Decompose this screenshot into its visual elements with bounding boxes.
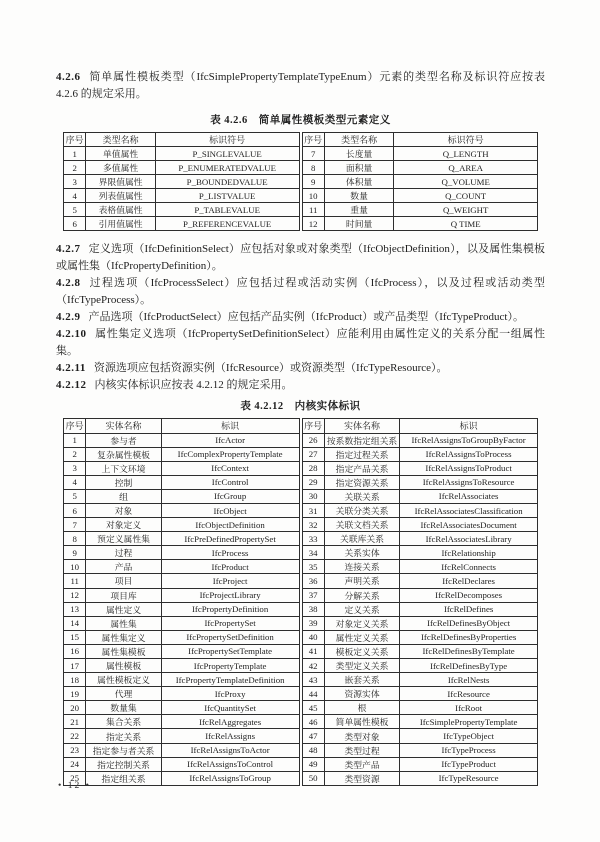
seq-cell: 6	[64, 217, 86, 231]
name-cell: 类型产品	[324, 757, 399, 771]
seq-cell: 12	[64, 588, 86, 602]
section-number: 4.2.7	[56, 243, 81, 255]
id-cell: IfcObject	[161, 503, 299, 517]
table-row	[64, 574, 300, 588]
id-cell: IfcContext	[161, 461, 299, 475]
name-cell: 预定义属性集	[86, 532, 161, 546]
id-cell: P_BOUNDEDVALUE	[155, 175, 299, 189]
name-cell: 类型对象	[324, 729, 399, 743]
seq-cell: 47	[302, 729, 324, 743]
name-cell: 属性模板	[86, 659, 161, 673]
sections-block	[56, 241, 545, 394]
seq-cell: 29	[302, 475, 324, 489]
seq-cell: 30	[302, 489, 324, 503]
name-cell: 指定控制关系	[86, 757, 161, 771]
id-cell: IfcRelAssociatesDocument	[400, 518, 538, 532]
name-cell: 指定关系	[86, 729, 161, 743]
name-cell: 指定资源关系	[324, 475, 399, 489]
section-number: 4.2.10	[56, 328, 87, 340]
seq-cell: 17	[64, 659, 86, 673]
col-header-name: 实体名称	[324, 419, 399, 434]
table-header-row	[64, 133, 300, 147]
seq-cell: 37	[302, 588, 324, 602]
id-cell: P_LISTVALUE	[155, 189, 299, 203]
page-number: • 12 •	[58, 781, 91, 791]
id-cell: IfcRoot	[400, 701, 538, 715]
name-cell: 控制	[86, 475, 161, 489]
name-cell: 简单属性模板	[324, 715, 399, 729]
seq-cell: 9	[64, 546, 86, 560]
name-cell: 声明关系	[324, 574, 399, 588]
section-number: 4.2.11	[56, 362, 86, 374]
section-4-2-10	[56, 326, 545, 360]
table-row	[302, 518, 538, 532]
table-header-row	[302, 133, 538, 147]
table-row	[64, 687, 300, 701]
name-cell: 过程	[86, 546, 161, 560]
seq-cell: 48	[302, 743, 324, 757]
name-cell: 单值属性	[86, 147, 155, 161]
seq-cell: 31	[302, 503, 324, 517]
id-cell: IfcQuantitySet	[161, 701, 299, 715]
id-cell: P_TABLEVALUE	[155, 203, 299, 217]
name-cell: 产品	[86, 560, 161, 574]
table-4-2-6-left-half	[63, 132, 300, 231]
id-cell: IfcRelDecomposes	[400, 588, 538, 602]
table-row	[302, 771, 538, 785]
seq-cell: 2	[64, 161, 86, 175]
name-cell: 集合关系	[86, 715, 161, 729]
id-cell: IfcTypeProcess	[400, 743, 538, 757]
col-header-id: 标识符号	[394, 133, 538, 147]
section-4-2-8	[56, 275, 545, 309]
table-row	[64, 659, 300, 673]
section-text: 定义选项（IfcDefinitionSelect）应包括对象或对象类型（IfcObjectDefinition），以及属性集模板或属性集（IfcPropertyDefinition）。	[56, 243, 545, 272]
table-row	[64, 673, 300, 687]
id-cell: IfcRelAssociates	[400, 489, 538, 503]
name-cell: 属性定义	[86, 602, 161, 616]
seq-cell: 21	[64, 715, 86, 729]
table-row	[64, 518, 300, 532]
seq-cell: 7	[64, 518, 86, 532]
section-text: 内核实体标识应按表 4.2.12 的规定采用。	[94, 379, 293, 391]
table-row	[64, 161, 300, 175]
name-cell: 项目	[86, 574, 161, 588]
table-row	[302, 588, 538, 602]
id-cell: IfcRelDeclares	[400, 574, 538, 588]
name-cell: 数量集	[86, 701, 161, 715]
id-cell: IfcRelAssignsToActor	[161, 743, 299, 757]
name-cell: 列表值属性	[86, 189, 155, 203]
seq-cell: 39	[302, 616, 324, 630]
id-cell: IfcRelAggregates	[161, 715, 299, 729]
name-cell: 组	[86, 489, 161, 503]
name-cell: 类型资源	[324, 771, 399, 785]
id-cell: IfcSimplePropertyTemplate	[400, 715, 538, 729]
name-cell: 嵌套关系	[324, 673, 399, 687]
col-header-seq: 序号	[302, 419, 324, 434]
id-cell: IfcObjectDefinition	[161, 518, 299, 532]
name-cell: 复杂属性模板	[86, 447, 161, 461]
name-cell: 连接关系	[324, 560, 399, 574]
table-header-row	[64, 419, 300, 434]
id-cell: IfcRelDefinesByProperties	[400, 630, 538, 644]
name-cell: 面积量	[324, 161, 393, 175]
name-cell: 模板定义关系	[324, 644, 399, 658]
id-cell: Q_AREA	[394, 161, 538, 175]
id-cell: IfcRelAssociatesLibrary	[400, 532, 538, 546]
section-text: 简单属性模板类型（IfcSimplePropertyTemplateTypeEnum）元素的类型名称及标识符应按表 4.2.6 的规定采用。	[56, 71, 545, 100]
table-4-2-12	[63, 418, 538, 786]
id-cell: IfcProject	[161, 574, 299, 588]
name-cell: 对象定义关系	[324, 616, 399, 630]
name-cell: 引用值属性	[86, 217, 155, 231]
name-cell: 指定过程关系	[324, 447, 399, 461]
seq-cell: 34	[302, 546, 324, 560]
id-cell: IfcRelAssignsToResource	[400, 475, 538, 489]
seq-cell: 16	[64, 644, 86, 658]
table-header-row	[302, 419, 538, 434]
name-cell: 上下文环境	[86, 461, 161, 475]
id-cell: IfcActor	[161, 433, 299, 447]
name-cell: 属性集	[86, 616, 161, 630]
seq-cell: 49	[302, 757, 324, 771]
id-cell: IfcPropertySetTemplate	[161, 644, 299, 658]
id-cell: IfcRelAssignsToGroup	[161, 771, 299, 785]
seq-cell: 26	[302, 433, 324, 447]
seq-cell: 28	[302, 461, 324, 475]
table-row	[302, 203, 538, 217]
table-row	[302, 701, 538, 715]
table-row	[64, 532, 300, 546]
id-cell: Q_COUNT	[394, 189, 538, 203]
seq-cell: 5	[64, 489, 86, 503]
col-header-seq: 序号	[64, 419, 86, 434]
seq-cell: 19	[64, 687, 86, 701]
id-cell: Q TIME	[394, 217, 538, 231]
name-cell: 属性定义关系	[324, 630, 399, 644]
seq-cell: 14	[64, 616, 86, 630]
name-cell: 体积量	[324, 175, 393, 189]
table-row	[302, 659, 538, 673]
seq-cell: 24	[64, 757, 86, 771]
id-cell: IfcComplexPropertyTemplate	[161, 447, 299, 461]
seq-cell: 46	[302, 715, 324, 729]
col-header-seq: 序号	[302, 133, 324, 147]
seq-cell: 32	[302, 518, 324, 532]
table-row	[302, 475, 538, 489]
section-4-2-12	[56, 377, 545, 394]
seq-cell: 45	[302, 701, 324, 715]
seq-cell: 43	[302, 673, 324, 687]
seq-cell: 18	[64, 673, 86, 687]
name-cell: 对象定义	[86, 518, 161, 532]
seq-cell: 10	[64, 560, 86, 574]
name-cell: 指定参与者关系	[86, 743, 161, 757]
seq-cell: 8	[64, 532, 86, 546]
id-cell: IfcRelDefinesByTemplate	[400, 644, 538, 658]
seq-cell: 25	[64, 771, 86, 785]
table-row	[302, 687, 538, 701]
name-cell: 界限值属性	[86, 175, 155, 189]
table-row	[64, 475, 300, 489]
table-row	[64, 757, 300, 771]
seq-cell: 1	[64, 147, 86, 161]
id-cell: IfcRelConnects	[400, 560, 538, 574]
id-cell: IfcRelAssociatesClassification	[400, 503, 538, 517]
table-row	[302, 560, 538, 574]
name-cell: 项目库	[86, 588, 161, 602]
seq-cell: 15	[64, 630, 86, 644]
section-text: 过程选项（IfcProcessSelect）应包括过程或活动实例（IfcProcess），以及过程或活动类型（IfcTypeProcess）。	[56, 277, 545, 306]
table-row	[64, 217, 300, 231]
table-row	[302, 189, 538, 203]
id-cell: P_REFERENCEVALUE	[155, 217, 299, 231]
seq-cell: 44	[302, 687, 324, 701]
name-cell: 重量	[324, 203, 393, 217]
table-row	[302, 461, 538, 475]
table-row	[64, 644, 300, 658]
seq-cell: 50	[302, 771, 324, 785]
id-cell: IfcRelAssignsToProcess	[400, 447, 538, 461]
table-4-2-12-title: 表 4.2.12 内核实体标识	[240, 401, 361, 412]
seq-cell: 41	[302, 644, 324, 658]
table-row	[302, 217, 538, 231]
seq-cell: 4	[64, 189, 86, 203]
table-row	[64, 546, 300, 560]
section-number: 4.2.8	[56, 277, 81, 289]
name-cell: 关联库关系	[324, 532, 399, 546]
col-header-id: 标识符号	[155, 133, 299, 147]
table-row	[302, 546, 538, 560]
id-cell: IfcRelDefinesByType	[400, 659, 538, 673]
table-row	[64, 743, 300, 757]
table-row	[64, 447, 300, 461]
table-row	[302, 175, 538, 189]
name-cell: 类型定义关系	[324, 659, 399, 673]
seq-cell: 1	[64, 433, 86, 447]
table-row	[64, 715, 300, 729]
col-header-name: 实体名称	[86, 419, 161, 434]
seq-cell: 9	[302, 175, 324, 189]
name-cell: 参与者	[86, 433, 161, 447]
id-cell: IfcRelAssignsToProduct	[400, 461, 538, 475]
id-cell: IfcResource	[400, 687, 538, 701]
table-row	[64, 461, 300, 475]
seq-cell: 35	[302, 560, 324, 574]
table-row	[302, 729, 538, 743]
id-cell: IfcProjectLibrary	[161, 588, 299, 602]
col-header-name: 类型名称	[324, 133, 393, 147]
id-cell: IfcGroup	[161, 489, 299, 503]
seq-cell: 8	[302, 161, 324, 175]
table-row	[302, 532, 538, 546]
id-cell: IfcProduct	[161, 560, 299, 574]
col-header-id: 标识	[161, 419, 299, 434]
id-cell: Q_VOLUME	[394, 175, 538, 189]
seq-cell: 11	[302, 203, 324, 217]
table-row	[302, 447, 538, 461]
id-cell: IfcControl	[161, 475, 299, 489]
section-text: 产品选项（IfcProductSelect）应包括产品实例（IfcProduct）或产品类型（IfcTypeProduct）。	[88, 311, 524, 323]
table-row	[64, 147, 300, 161]
table-row	[302, 602, 538, 616]
table-row	[302, 616, 538, 630]
table-row	[64, 203, 300, 217]
id-cell: IfcPropertySetDefinition	[161, 630, 299, 644]
seq-cell: 2	[64, 447, 86, 461]
id-cell: IfcRelAssignsToGroupByFactor	[400, 433, 538, 447]
section-number: 4.2.6	[56, 71, 81, 83]
name-cell: 关联关系	[324, 489, 399, 503]
section-4-2-6	[56, 69, 545, 103]
id-cell: IfcRelDefines	[400, 602, 538, 616]
seq-cell: 42	[302, 659, 324, 673]
seq-cell: 10	[302, 189, 324, 203]
table-row	[64, 602, 300, 616]
seq-cell: 22	[64, 729, 86, 743]
table-row	[64, 175, 300, 189]
name-cell: 关联文档关系	[324, 518, 399, 532]
name-cell: 属性模板定义	[86, 673, 161, 687]
table-4-2-6-right-half	[302, 132, 539, 231]
seq-cell: 12	[302, 217, 324, 231]
table-row	[64, 503, 300, 517]
id-cell: IfcRelationship	[400, 546, 538, 560]
section-number: 4.2.9	[56, 311, 81, 323]
section-4-2-11	[56, 360, 545, 377]
section-text: 资源选项应包括资源实例（IfcResource）或资源类型（IfcTypeResource）。	[93, 362, 448, 374]
col-header-seq: 序号	[64, 133, 86, 147]
table-row	[64, 701, 300, 715]
id-cell: IfcPropertyTemplateDefinition	[161, 673, 299, 687]
name-cell: 定义关系	[324, 602, 399, 616]
col-header-name: 类型名称	[86, 133, 155, 147]
seq-cell: 7	[302, 147, 324, 161]
table-row	[302, 673, 538, 687]
name-cell: 时间量	[324, 217, 393, 231]
name-cell: 多值属性	[86, 161, 155, 175]
id-cell: IfcRelAssigns	[161, 729, 299, 743]
table-row	[302, 433, 538, 447]
id-cell: IfcTypeObject	[400, 729, 538, 743]
id-cell: P_ENUMERATEDVALUE	[155, 161, 299, 175]
table-row	[302, 489, 538, 503]
table-4-2-12-right-half	[302, 418, 539, 786]
table-row	[64, 189, 300, 203]
table-row	[64, 489, 300, 503]
section-number: 4.2.12	[56, 379, 87, 391]
id-cell: Q_LENGTH	[394, 147, 538, 161]
table-row	[302, 715, 538, 729]
table-row	[302, 743, 538, 757]
name-cell: 对象	[86, 503, 161, 517]
id-cell: IfcProcess	[161, 546, 299, 560]
name-cell: 属性集模板	[86, 644, 161, 658]
id-cell: IfcRelDefinesByObject	[400, 616, 538, 630]
seq-cell: 27	[302, 447, 324, 461]
name-cell: 表格值属性	[86, 203, 155, 217]
id-cell: IfcRelAssignsToControl	[161, 757, 299, 771]
table-4-2-6	[63, 132, 538, 231]
seq-cell: 33	[302, 532, 324, 546]
id-cell: Q_WEIGHT	[394, 203, 538, 217]
id-cell: IfcRelNests	[400, 673, 538, 687]
id-cell: P_SINGLEVALUE	[155, 147, 299, 161]
name-cell: 根	[324, 701, 399, 715]
table-row	[302, 503, 538, 517]
name-cell: 长度量	[324, 147, 393, 161]
name-cell: 数量	[324, 189, 393, 203]
name-cell: 关联分类关系	[324, 503, 399, 517]
name-cell: 分解关系	[324, 588, 399, 602]
seq-cell: 38	[302, 602, 324, 616]
name-cell: 属性集定义	[86, 630, 161, 644]
seq-cell: 13	[64, 602, 86, 616]
seq-cell: 6	[64, 503, 86, 517]
table-row	[64, 630, 300, 644]
table-4-2-12-left-half	[63, 418, 300, 786]
seq-cell: 40	[302, 630, 324, 644]
section-text: 属性集定义选项（IfcPropertySetDefinitionSelect）应能利用由属性定义的关系分配一组属性集。	[56, 328, 545, 357]
table-row	[302, 161, 538, 175]
table-4-2-6-title: 表 4.2.6 简单属性模板类型元素定义	[210, 115, 391, 126]
name-cell: 资源实体	[324, 687, 399, 701]
id-cell: IfcPropertySet	[161, 616, 299, 630]
section-4-2-7	[56, 241, 545, 275]
col-header-id: 标识	[400, 419, 538, 434]
table-row	[302, 630, 538, 644]
name-cell: 指定产品关系	[324, 461, 399, 475]
table-row	[302, 147, 538, 161]
name-cell: 按系数指定组关系	[324, 433, 399, 447]
table-row	[64, 560, 300, 574]
table-row	[64, 771, 300, 785]
table-row	[64, 433, 300, 447]
table-row	[64, 588, 300, 602]
section-4-2-9	[56, 309, 545, 326]
table-row	[302, 757, 538, 771]
seq-cell: 3	[64, 175, 86, 189]
id-cell: IfcTypeProduct	[400, 757, 538, 771]
id-cell: IfcProxy	[161, 687, 299, 701]
table-row	[64, 616, 300, 630]
id-cell: IfcPreDefinedPropertySet	[161, 532, 299, 546]
id-cell: IfcPropertyDefinition	[161, 602, 299, 616]
table-row	[302, 644, 538, 658]
table-row	[302, 574, 538, 588]
table-row	[64, 729, 300, 743]
seq-cell: 20	[64, 701, 86, 715]
seq-cell: 5	[64, 203, 86, 217]
id-cell: IfcPropertyTemplate	[161, 659, 299, 673]
seq-cell: 23	[64, 743, 86, 757]
id-cell: IfcTypeResource	[400, 771, 538, 785]
seq-cell: 11	[64, 574, 86, 588]
name-cell: 代理	[86, 687, 161, 701]
name-cell: 指定组关系	[86, 771, 161, 785]
seq-cell: 3	[64, 461, 86, 475]
name-cell: 关系实体	[324, 546, 399, 560]
seq-cell: 4	[64, 475, 86, 489]
seq-cell: 36	[302, 574, 324, 588]
name-cell: 类型过程	[324, 743, 399, 757]
